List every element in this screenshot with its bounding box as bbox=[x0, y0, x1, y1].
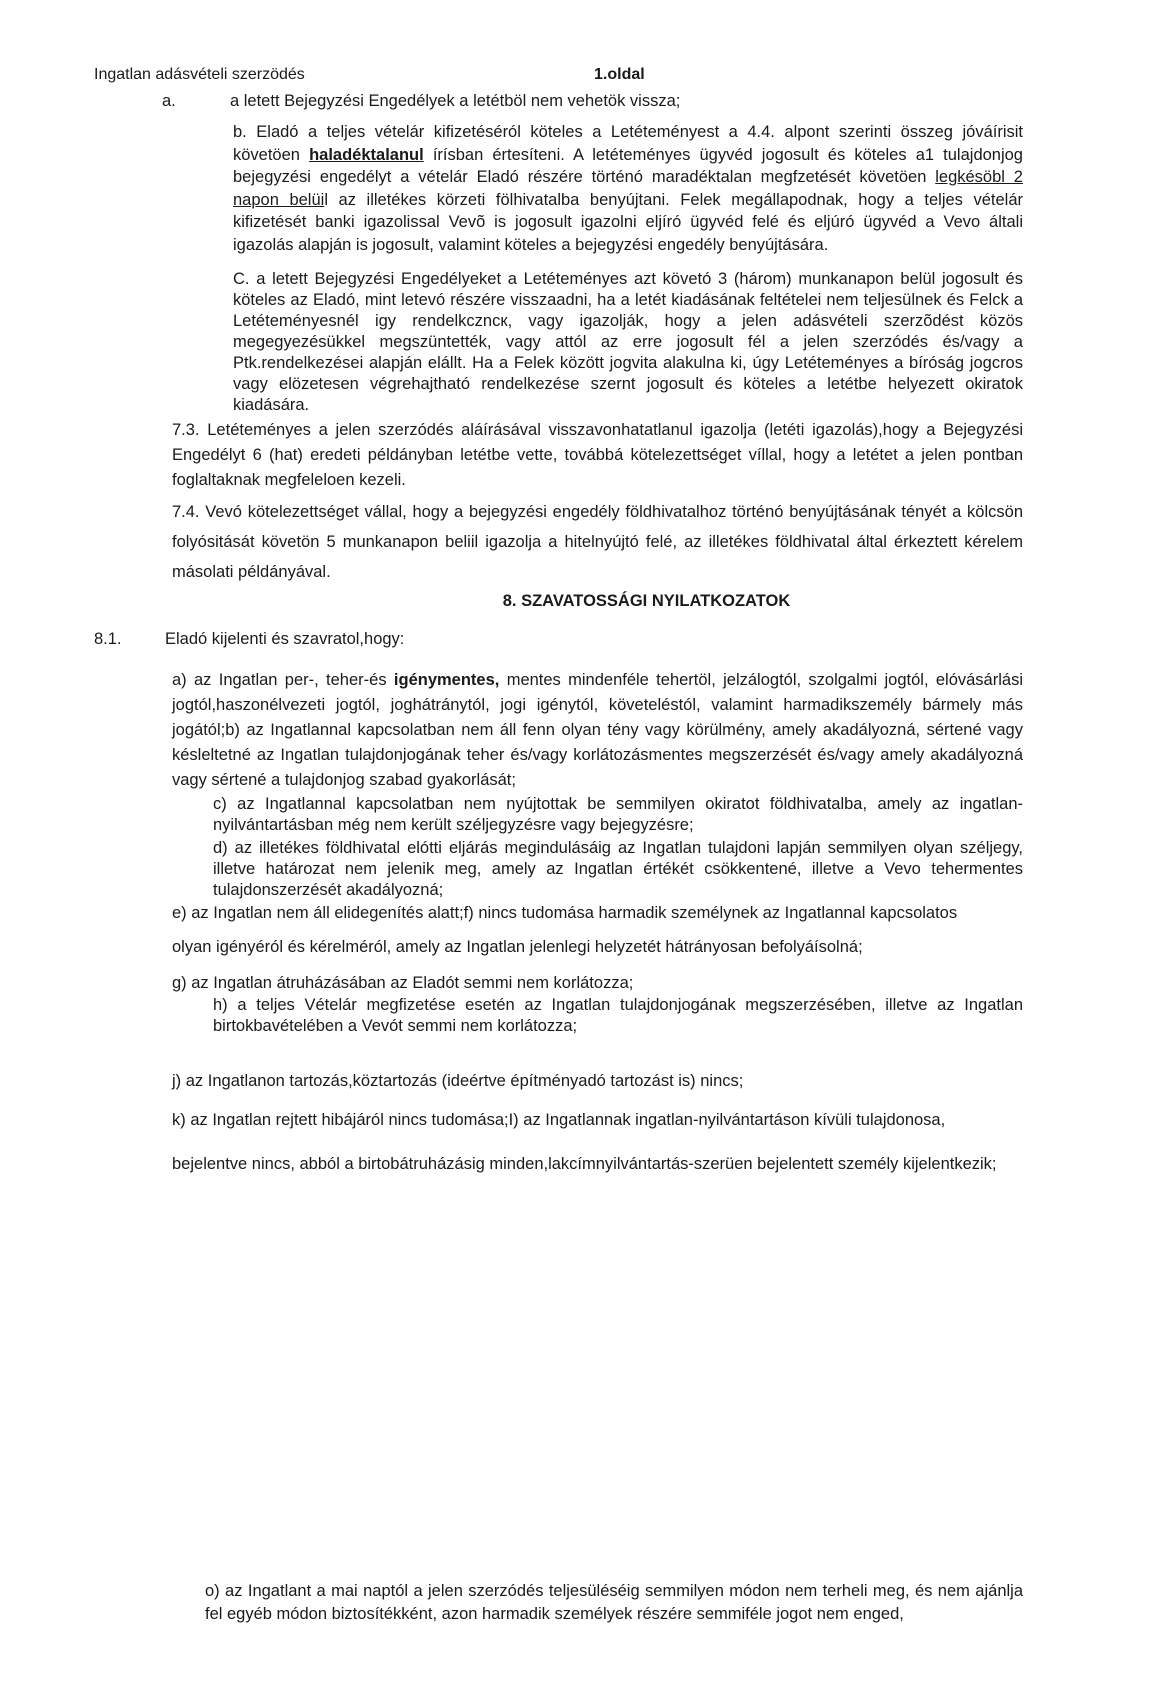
warranty-o: o) az Ingatlant a mai naptól a jelen szerzódés teljesüléséig semmilyen módon nem terheli meg, és nem ajánlja fel egyéb módon biztosítékként, azon harmadik személyek részére semmiféle jogot nem enged, bbox=[205, 1582, 1023, 1623]
page-number: 1.oldal bbox=[594, 66, 645, 83]
document-title: Ingatlan adásvételi szerzödés bbox=[94, 66, 305, 83]
item-c-paragraph: C. a letett Bejegyzési Engedélyeket a Letéteményes azt követó 3 (három) munkanapon belül jogosult és köteles az Eladó, mint letevó részére visszaadni, ha a letét kiadásának feltételei nem teljesülnek és Felck a Letéteményesnél igy rendelkczncк, vagy igazolják, hogy a jelen adásvételi szerzõdést közös megegyezésükkel megszüntették, vagy attól az erre jogosult fél a jelen szerzódés és/vagy a Ptk.rendelkezései alapján elállt. Ha a Felek között jogvita alakulna ki, úgy Letéteményes a bíróság jogcros vagy elözetesen végrehajtható rendelkezése szernt jogosult és köteles a letétbe helyezett okiratok kiadására. bbox=[233, 270, 1023, 414]
item-a-text: a letett Bejegyzési Engedélyek a letétböl nem vehetök vissza; bbox=[230, 92, 681, 110]
section-8-1-number: 8.1. bbox=[94, 630, 122, 648]
emphasis-haladektalanul: haladéktalanul bbox=[309, 145, 424, 164]
section-7-3: 7.3. Letéteményes a jelen szerzódés aláírásával visszavonhatatlanul igazolja (letéti igazolás),hogy a Bejegyzési Engedélyt 6 (hat) eredeti példányban letétbe vette, továbbá kötelezettséget víllal, hogy a letétet a jelen pontban foglaltaknak megfeleloen kezeli. bbox=[172, 421, 1023, 489]
underlined-deadline: legkésöbl 2 napon belüi bbox=[233, 168, 1023, 209]
emphasis-igenymentes: igénymentes, bbox=[393, 671, 500, 689]
warranty-e-line2: olyan igényéról és kérelméról, amely az Ingatlan jelenlegi helyzetét hátrányosan befolyáísolná; bbox=[172, 938, 863, 956]
warranty-g: g) az Ingatlan átruházásában az Eladót semmi nem korlátozza; bbox=[172, 974, 634, 992]
warranty-k: k) az Ingatlan rejtett hibájáról nincs tudomása;I) az Ingatlannak ingatlan-nyilvántartáson kívüli tulajdonosa, bbox=[172, 1111, 946, 1129]
warranty-k-continued: bejelentve nincs, abból a birtobátruházásig minden,lakcímnyilvántartás-szerüen bejelentett személy kijelentkezik; bbox=[172, 1155, 997, 1173]
warranty-e-line1: e) az Ingatlan nem áll elidegenítés alatt;f) nincs tudomása harmadik személynek az Ingatlannal kapcsolatos bbox=[172, 904, 958, 922]
warranty-c: c) az Ingatlannal kapcsolatban nem nyújtottak be semmilyen okiratot földhivatalba, amely az ingatlan-nyilvántartásban még nem került széljegyzésre vagy bejegyzésre; bbox=[213, 795, 1023, 834]
warranty-h: h) a teljes Vételár megfizetése esetén az Ingatlan tulajdonjogának megszerzésében, illetve az Ingatlan birtokbavételében a Vevót semmi nem korlátozza; bbox=[213, 996, 1023, 1035]
warranty-d: d) az illetékes földhivatal elótti eljárás megindulásáig az Ingatlan tulajdoni lapján semmilyen olyan széljegy, illetve határozat nem jelenik meg, amely az Ingatlan értékét csökkentené, illetve a Vevo tehermentes tulajdonszerzését akadályozná; bbox=[213, 839, 1023, 899]
warranty-a-b: a) az Ingatlan per-, teher-és igénymentes, mentes mindenféle tehertöl, jelzálogtól, szolgalmi jogtól, elóvásárlási jogtól,haszonélvezeti jogtól, joghátránytól, jogi igénytól, követeléstól, valamint harmadikszemély bármely más jogától;b) az Ingatlannal kapcsolatban nem áll fenn olyan tény vagy körülmény, amely akadályozná, sértené vagy késleltetné az Ingatlan tulajdonjogának teher és/vagy korlátozásmentes megszerzését és/vagy amely akadályozná vagy sértené a tulajdonjog szabad gyakorlását; bbox=[172, 671, 1023, 789]
section-8-1-intro: Eladó kijelenti és szavratol,hogy: bbox=[165, 630, 405, 648]
section-8-title: 8. SZAVATOSSÁGI NYILATKOZATOK bbox=[502, 592, 791, 610]
item-b-paragraph: b. Eladó a teljes vételár kifizetéséról köteles a Letéteményest a 4.4. alpont szerinti összeg jóváírisit követöen haladéktalanul írísban értesíteni. A letéteményes ügyvéd jogosult és köteles a1 tulajdonjog bejegyzési engedélyt a vételár Eladó részére történó maradéktalan megfzetését követöen legkésöbl 2 napon belüil az illetékes körzeti fölhivatalba benyújtani. Felek megállapodnak, hogy a teljes vételár kifizetését banki igazolissal Vevõ is jogosult igazolni eljíró ügyvéd felé és eljúró ügyvéd a Vevo általi igazolás alapján is jogosult, valamint köteles a bejegyzési engedély benyújtására. bbox=[233, 123, 1023, 254]
item-a-label: a. bbox=[162, 92, 176, 110]
warranty-j: j) az Ingatlanon tartozás,köztartozás (ideértve építményadó tartozást is) nincs; bbox=[172, 1072, 744, 1090]
section-7-4: 7.4. Vevó kötelezettséget vállal, hogy a bejegyzési engedély földhivatalhoz történó benyújtásának tényét a kölcsön folyósitását követön 5 munkanapon beliil igazolja a hitelnyújtó felé, az illetékes földhivatal által érkeztett kérelem másolati példányával. bbox=[172, 503, 1023, 581]
